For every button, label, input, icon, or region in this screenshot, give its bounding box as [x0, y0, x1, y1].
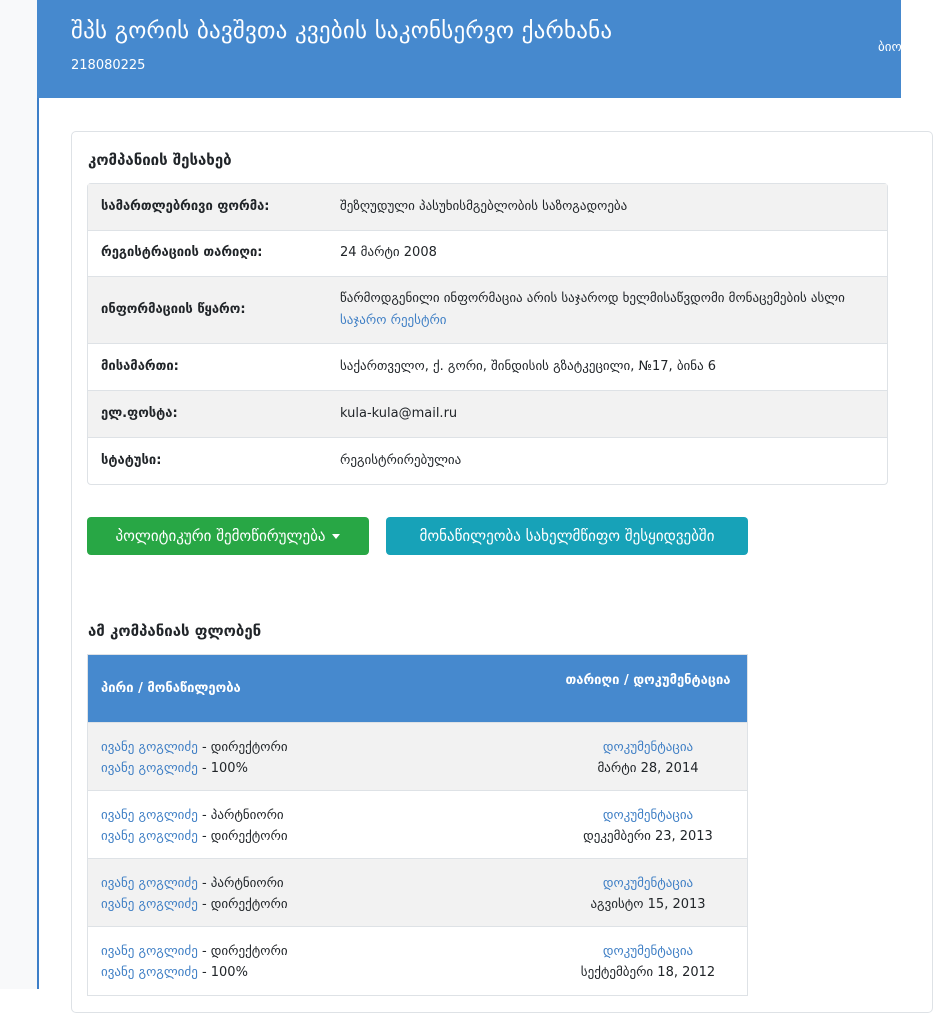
role-text: - დირექტორი [197, 740, 288, 755]
person-link[interactable]: ივანე გოგლიძე [101, 808, 198, 823]
info-value: საქართველო, ქ. გორი, შინდისის გზატკეცილი, №17, ბინა 6 [340, 359, 717, 374]
info-value: kula-kula@mail.ru [340, 406, 458, 421]
person-link[interactable]: ივანე გოგლიძე [101, 876, 198, 891]
doc-cell [558, 737, 738, 779]
caret-down-icon [332, 534, 340, 539]
info-value: შეზღუდული პასუხისმგებლობის საზოგადოება [340, 199, 628, 214]
company-info-table [87, 183, 888, 485]
info-value: 24 მარტი 2008 [340, 245, 437, 260]
person-link[interactable]: ივანე გოგლიძე [101, 897, 198, 912]
info-label: სტატუსი: [101, 453, 162, 468]
about-company-heading: კომპანიის შესახებ [88, 151, 232, 169]
info-value: რეგისტრირებულია [340, 453, 462, 468]
row-date: სექტემბერი 18, 2012 [580, 965, 716, 980]
role-text: - პარტნიორი [197, 808, 284, 823]
person-link[interactable]: ივანე გოგლიძე [101, 740, 198, 755]
documentation-link[interactable]: დოკუმენტაცია [602, 740, 694, 755]
owner-roles [101, 805, 288, 847]
person-link[interactable]: ივანე გოგლიძე [101, 965, 198, 980]
political-donations-dropdown-button[interactable] [87, 517, 369, 555]
info-label: ელ.ფოსტა: [101, 406, 178, 421]
documentation-link[interactable]: დოკუმენტაცია [602, 808, 694, 823]
table-row [88, 926, 747, 994]
info-label: რეგისტრაციის თარიღი: [101, 245, 263, 260]
row-date: დეკემბერი 23, 2013 [583, 829, 713, 844]
row-date: აგვისტო 15, 2013 [590, 897, 706, 912]
doc-cell [558, 805, 738, 847]
info-row-legal-form [88, 184, 887, 230]
person-link[interactable]: ივანე გოგლიძე [101, 761, 198, 776]
role-text: - პარტნიორი [197, 876, 284, 891]
info-row-status [88, 437, 887, 484]
info-label: სამართლებრივი ფორმა: [101, 199, 270, 214]
role-text: - დირექტორი [197, 944, 288, 959]
owners-table-header [88, 655, 747, 722]
documentation-link[interactable]: დოკუმენტაცია [602, 944, 694, 959]
role-text: - დირექტორი [197, 897, 288, 912]
info-row-address [88, 343, 887, 390]
procurement-label: მონაწილეობა სახელმწიფო შესყიდვებში [419, 527, 715, 545]
table-row [88, 858, 747, 926]
procurement-button[interactable] [386, 517, 748, 555]
info-row-source [88, 276, 887, 343]
info-label: ინფორმაციის წყარო: [101, 302, 246, 317]
public-registry-link[interactable]: საჯარო რეესტრი [340, 313, 447, 328]
person-link[interactable]: ივანე გოგლიძე [101, 829, 198, 844]
role-text: - დირექტორი [197, 829, 288, 844]
info-row-registration-date [88, 230, 887, 276]
documentation-link[interactable]: დოკუმენტაცია [602, 876, 694, 891]
company-id: 218080225 [71, 58, 146, 73]
info-row-email [88, 390, 887, 437]
role-text: - 100% [197, 761, 248, 776]
source-text: წარმოდგენილი ინფორმაცია არის საჯაროდ ხელმისაწვდომი მონაცემების ასლი [340, 291, 845, 306]
row-date: მარტი 28, 2014 [597, 761, 699, 776]
role-text: - 100% [197, 965, 248, 980]
table-row [88, 790, 747, 858]
political-donations-label: პოლიტიკური შემოწირულება [115, 527, 326, 545]
owner-roles [101, 873, 288, 915]
owner-roles [101, 941, 288, 983]
header-nav-link[interactable]: ბიოგრაფია [878, 40, 950, 55]
info-value [340, 288, 880, 332]
info-label: მისამართი: [101, 359, 179, 374]
owner-roles [101, 737, 288, 779]
sidebar-divider [37, 0, 39, 989]
column-date: თარიღი / დოკუმენტაცია [565, 673, 731, 688]
company-title: შპს გორის ბავშვთა კვების საკონსერვო ქარხანა [71, 18, 613, 44]
owners-table [87, 654, 748, 996]
doc-cell [558, 941, 738, 983]
doc-cell [558, 873, 738, 915]
person-link[interactable]: ივანე გოგლიძე [101, 944, 198, 959]
owners-heading: ამ კომპანიას ფლობენ [88, 622, 262, 640]
left-sidebar [0, 0, 37, 989]
column-person: პირი / მონაწილეობა [101, 681, 241, 696]
page-header [37, 0, 950, 98]
table-row [88, 722, 747, 790]
